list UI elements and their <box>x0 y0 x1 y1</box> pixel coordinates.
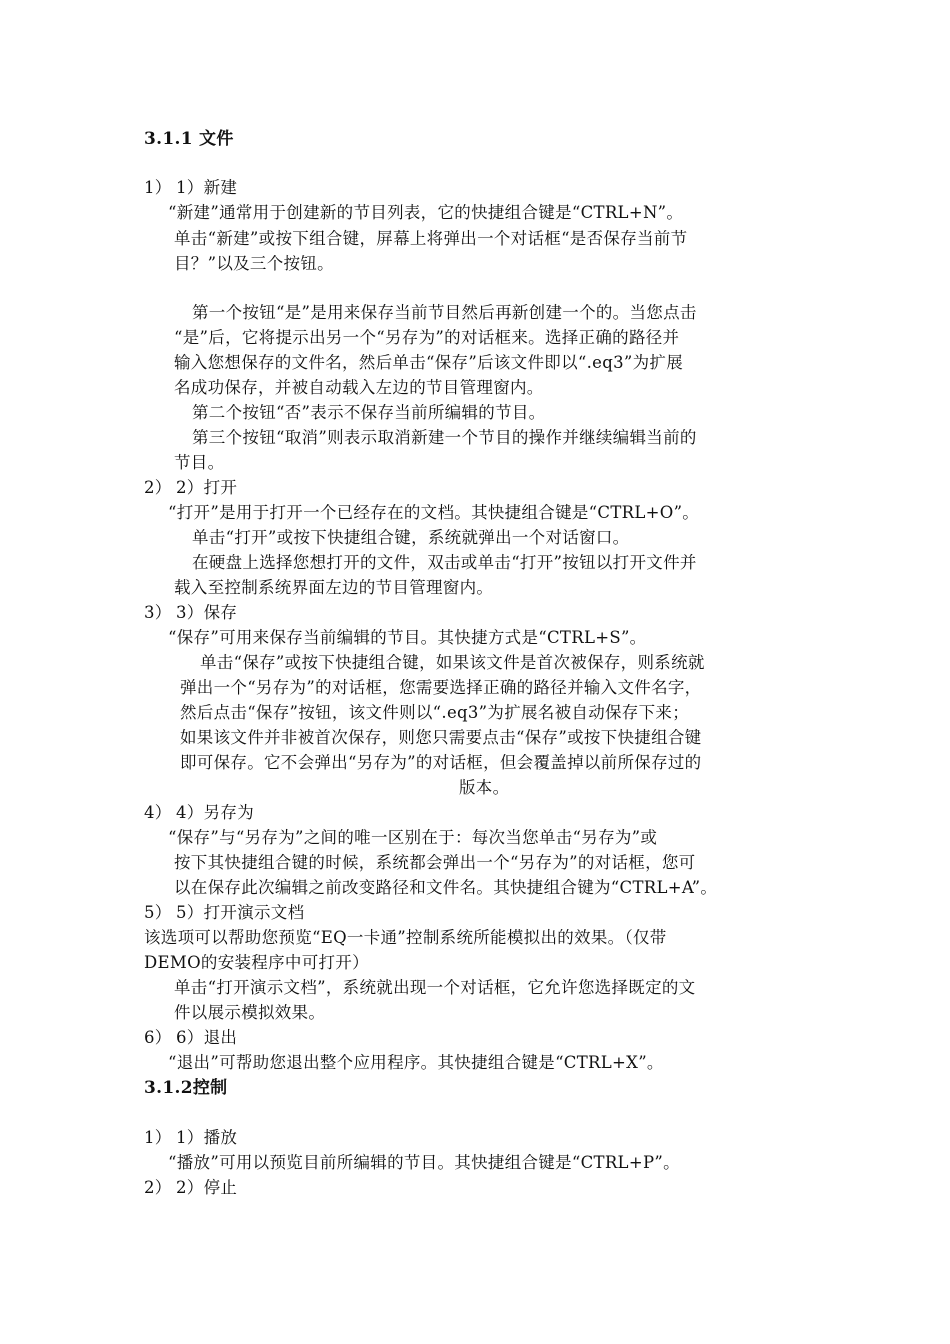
paragraph-line: 名成功保存，并被自动载入左边的节目管理窗内。 <box>174 378 544 397</box>
list-marker: 1） <box>144 1128 172 1147</box>
paragraph-line: “播放”可用以预览目前所编辑的节目。其快捷组合键是“CTRL+P”。 <box>168 1153 680 1172</box>
item-title: 6）退出 <box>176 1028 238 1047</box>
paragraph-line: 单击“新建”或按下组合键，屏幕上将弹出一个对话框“是否保存当前节 <box>174 229 688 248</box>
paragraph-line: 弹出一个“另存为”的对话框，您需要选择正确的路径并输入文件名字， <box>180 678 702 697</box>
paragraph-line: DEMO的安装程序中可打开） <box>144 953 369 972</box>
paragraph-line: 版本。 <box>459 778 510 797</box>
paragraph-line: 单击“打开演示文档”，系统就出现一个对话框，它允许您选择既定的文 <box>174 978 696 997</box>
paragraph-line: 节目。 <box>174 453 225 472</box>
list-marker: 3） <box>144 603 172 622</box>
paragraph-line: 载入至控制系统界面左边的节目管理窗内。 <box>174 578 494 597</box>
paragraph-line: 第三个按钮“取消”则表示取消新建一个节目的操作并继续编辑当前的 <box>192 428 697 447</box>
item-title: 3）保存 <box>176 603 238 622</box>
paragraph-line: “退出”可帮助您退出整个应用程序。其快捷组合键是“CTRL+X”。 <box>168 1053 664 1072</box>
item-title: 2）打开 <box>176 478 238 497</box>
section-heading: 3.1.1 文件 <box>144 129 234 149</box>
item-title: 5）打开演示文档 <box>176 903 305 922</box>
paragraph-line: 以在保存此次编辑之前改变路径和文件名。其快捷组合键为“CTRL+A”。 <box>174 878 718 897</box>
paragraph-line: 然后点击“保存”按钮，该文件则以“.eq3”为扩展名被自动保存下来； <box>180 703 690 722</box>
paragraph-line: “保存”可用来保存当前编辑的节目。其快捷方式是“CTRL+S”。 <box>168 628 647 647</box>
list-marker: 1） <box>144 178 172 197</box>
list-marker: 5） <box>144 903 172 922</box>
list-marker: 2） <box>144 1178 172 1197</box>
list-marker: 4） <box>144 803 172 822</box>
paragraph-line: 该选项可以帮助您预览“EQ一卡通”控制系统所能模拟出的效果。（仅带 <box>144 928 667 947</box>
paragraph-line: 单击“保存”或按下快捷组合键，如果该文件是首次被保存，则系统就 <box>200 653 705 672</box>
list-marker: 2） <box>144 478 172 497</box>
paragraph-line: 第二个按钮“否”表示不保存当前所编辑的节目。 <box>192 403 546 422</box>
paragraph-line: 目？”以及三个按钮。 <box>174 254 334 273</box>
paragraph-line: 如果该文件并非被首次保存，则您只需要点击“保存”或按下快捷组合键 <box>180 728 702 747</box>
section-heading: 3.1.2控制 <box>144 1078 228 1098</box>
paragraph-line: 在硬盘上选择您想打开的文件，双击或单击“打开”按钮以打开文件并 <box>192 553 697 572</box>
paragraph-line: 单击“打开”或按下快捷组合键，系统就弹出一个对话窗口。 <box>192 528 630 547</box>
item-title: 2）停止 <box>176 1178 238 1197</box>
paragraph-line: 按下其快捷组合键的时候，系统都会弹出一个“另存为”的对话框，您可 <box>174 853 696 872</box>
paragraph-line: 第一个按钮“是”是用来保存当前节目然后再新创建一个的。当您点击 <box>192 303 697 322</box>
list-marker: 6） <box>144 1028 172 1047</box>
paragraph-line: 件以展示模拟效果。 <box>174 1003 326 1022</box>
paragraph-line: “打开”是用于打开一个已经存在的文档。其快捷组合键是“CTRL+O”。 <box>168 503 700 522</box>
item-title: 1）新建 <box>176 178 238 197</box>
paragraph-line: 输入您想保存的文件名，然后单击“保存”后该文件即以“.eq3”为扩展 <box>174 353 684 372</box>
item-title: 1）播放 <box>176 1128 238 1147</box>
paragraph-line: “保存”与“另存为”之间的唯一区别在于：每次当您单击“另存为”或 <box>168 828 658 847</box>
item-title: 4）另存为 <box>176 803 254 822</box>
paragraph-line: 即可保存。它不会弹出“另存为”的对话框，但会覆盖掉以前所保存过的 <box>180 753 702 772</box>
paragraph-line: “是”后，它将提示出另一个“另存为”的对话框来。选择正确的路径并 <box>174 328 680 347</box>
paragraph-line: “新建”通常用于创建新的节目列表，它的快捷组合键是“CTRL+N”。 <box>168 203 684 222</box>
